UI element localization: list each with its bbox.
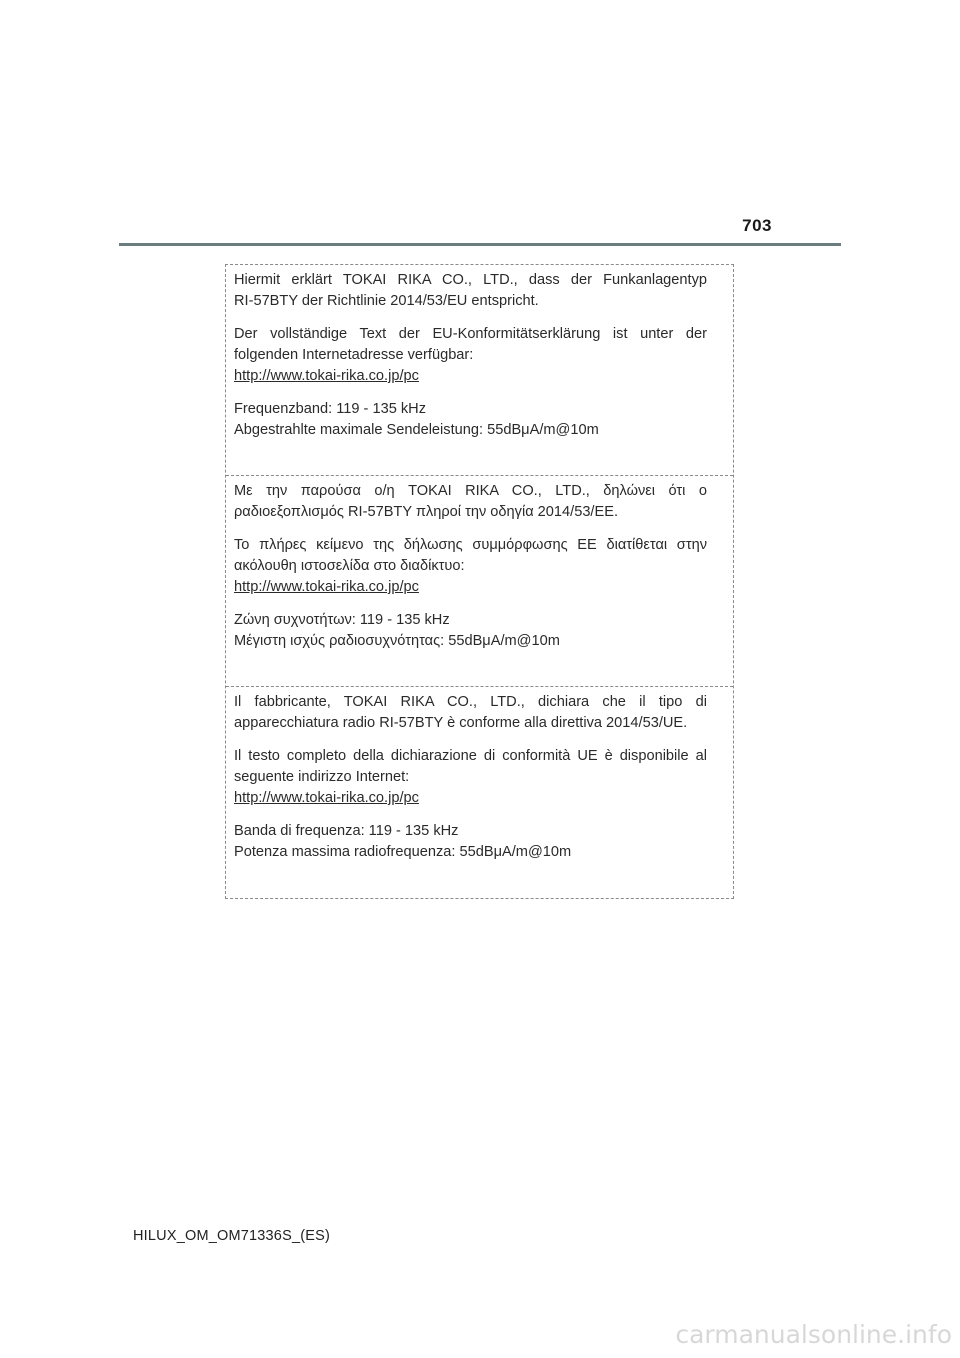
header-rule	[119, 243, 841, 246]
frequency-band: Frequenzband: 119 - 135 kHz	[234, 401, 426, 417]
declaration-section-el	[226, 476, 733, 687]
frequency-info	[234, 610, 707, 652]
declaration-line: apparecchiatura radio RI-57BTY è conforme alla direttiva 2014/53/UE.	[234, 715, 688, 731]
declaration-section-de	[226, 265, 733, 476]
fulltext-line: folgenden Internetadresse verfügbar:	[234, 347, 474, 363]
fulltext-line: Il testo completo della dichiarazione di conformità UE è disponibile al	[234, 748, 707, 764]
declaration-statement	[234, 481, 707, 523]
max-power: Μέγιστη ισχύς ραδιοσυχνότητας: 55dBμA/m@10m	[234, 633, 560, 649]
declaration-line: Hiermit erklärt TOKAI RIKA CO., LTD., dass der Funkanlagentyp	[234, 272, 707, 288]
declaration-section-it	[226, 687, 733, 898]
frequency-info	[234, 821, 707, 863]
fulltext-statement	[234, 324, 707, 387]
declaration-line: ραδιοεξοπλισμός RI-57BTY πληροί την οδηγία 2014/53/ΕΕ.	[234, 504, 619, 520]
page-number: 703	[742, 216, 772, 235]
declaration-url-link[interactable]: http://www.tokai-rika.co.jp/pc	[234, 368, 419, 384]
max-power: Abgestrahlte maximale Sendeleistung: 55dBμA/m@10m	[234, 422, 599, 438]
declaration-line: Il fabbricante, TOKAI RIKA CO., LTD., dichiara che il tipo di	[234, 694, 707, 710]
fulltext-line: seguente indirizzo Internet:	[234, 769, 410, 785]
fulltext-line: Το πλήρες κείμενο της δήλωσης συμμόρφωσης ΕΕ διατίθεται στην	[234, 537, 707, 553]
frequency-info	[234, 399, 707, 441]
declaration-url-link[interactable]: http://www.tokai-rika.co.jp/pc	[234, 790, 419, 806]
document-footer: HILUX_OM_OM71336S_(ES)	[133, 1228, 331, 1244]
declaration-line: RI-57BTY der Richtlinie 2014/53/EU entspricht.	[234, 293, 539, 309]
watermark-logo: carmanualsonline.info	[675, 1320, 952, 1349]
max-power: Potenza massima radiofrequenza: 55dBμA/m@10m	[234, 844, 572, 860]
frequency-band: Banda di frequenza: 119 - 135 kHz	[234, 823, 459, 839]
fulltext-line: ακόλουθη ιστοσελίδα στο διαδίκτυο:	[234, 558, 465, 574]
frequency-band: Ζώνη συχνοτήτων: 119 - 135 kHz	[234, 612, 450, 628]
declaration-statement	[234, 270, 707, 312]
fulltext-statement	[234, 746, 707, 809]
declaration-box	[225, 264, 734, 899]
declaration-url-link[interactable]: http://www.tokai-rika.co.jp/pc	[234, 579, 419, 595]
fulltext-statement	[234, 535, 707, 598]
declaration-line: Με την παρούσα ο/η TOKAI RIKA CO., LTD., δηλώνει ότι ο	[234, 483, 707, 499]
fulltext-line: Der vollständige Text der EU-Konformitätserklärung ist unter der	[234, 326, 707, 342]
declaration-statement	[234, 692, 707, 734]
